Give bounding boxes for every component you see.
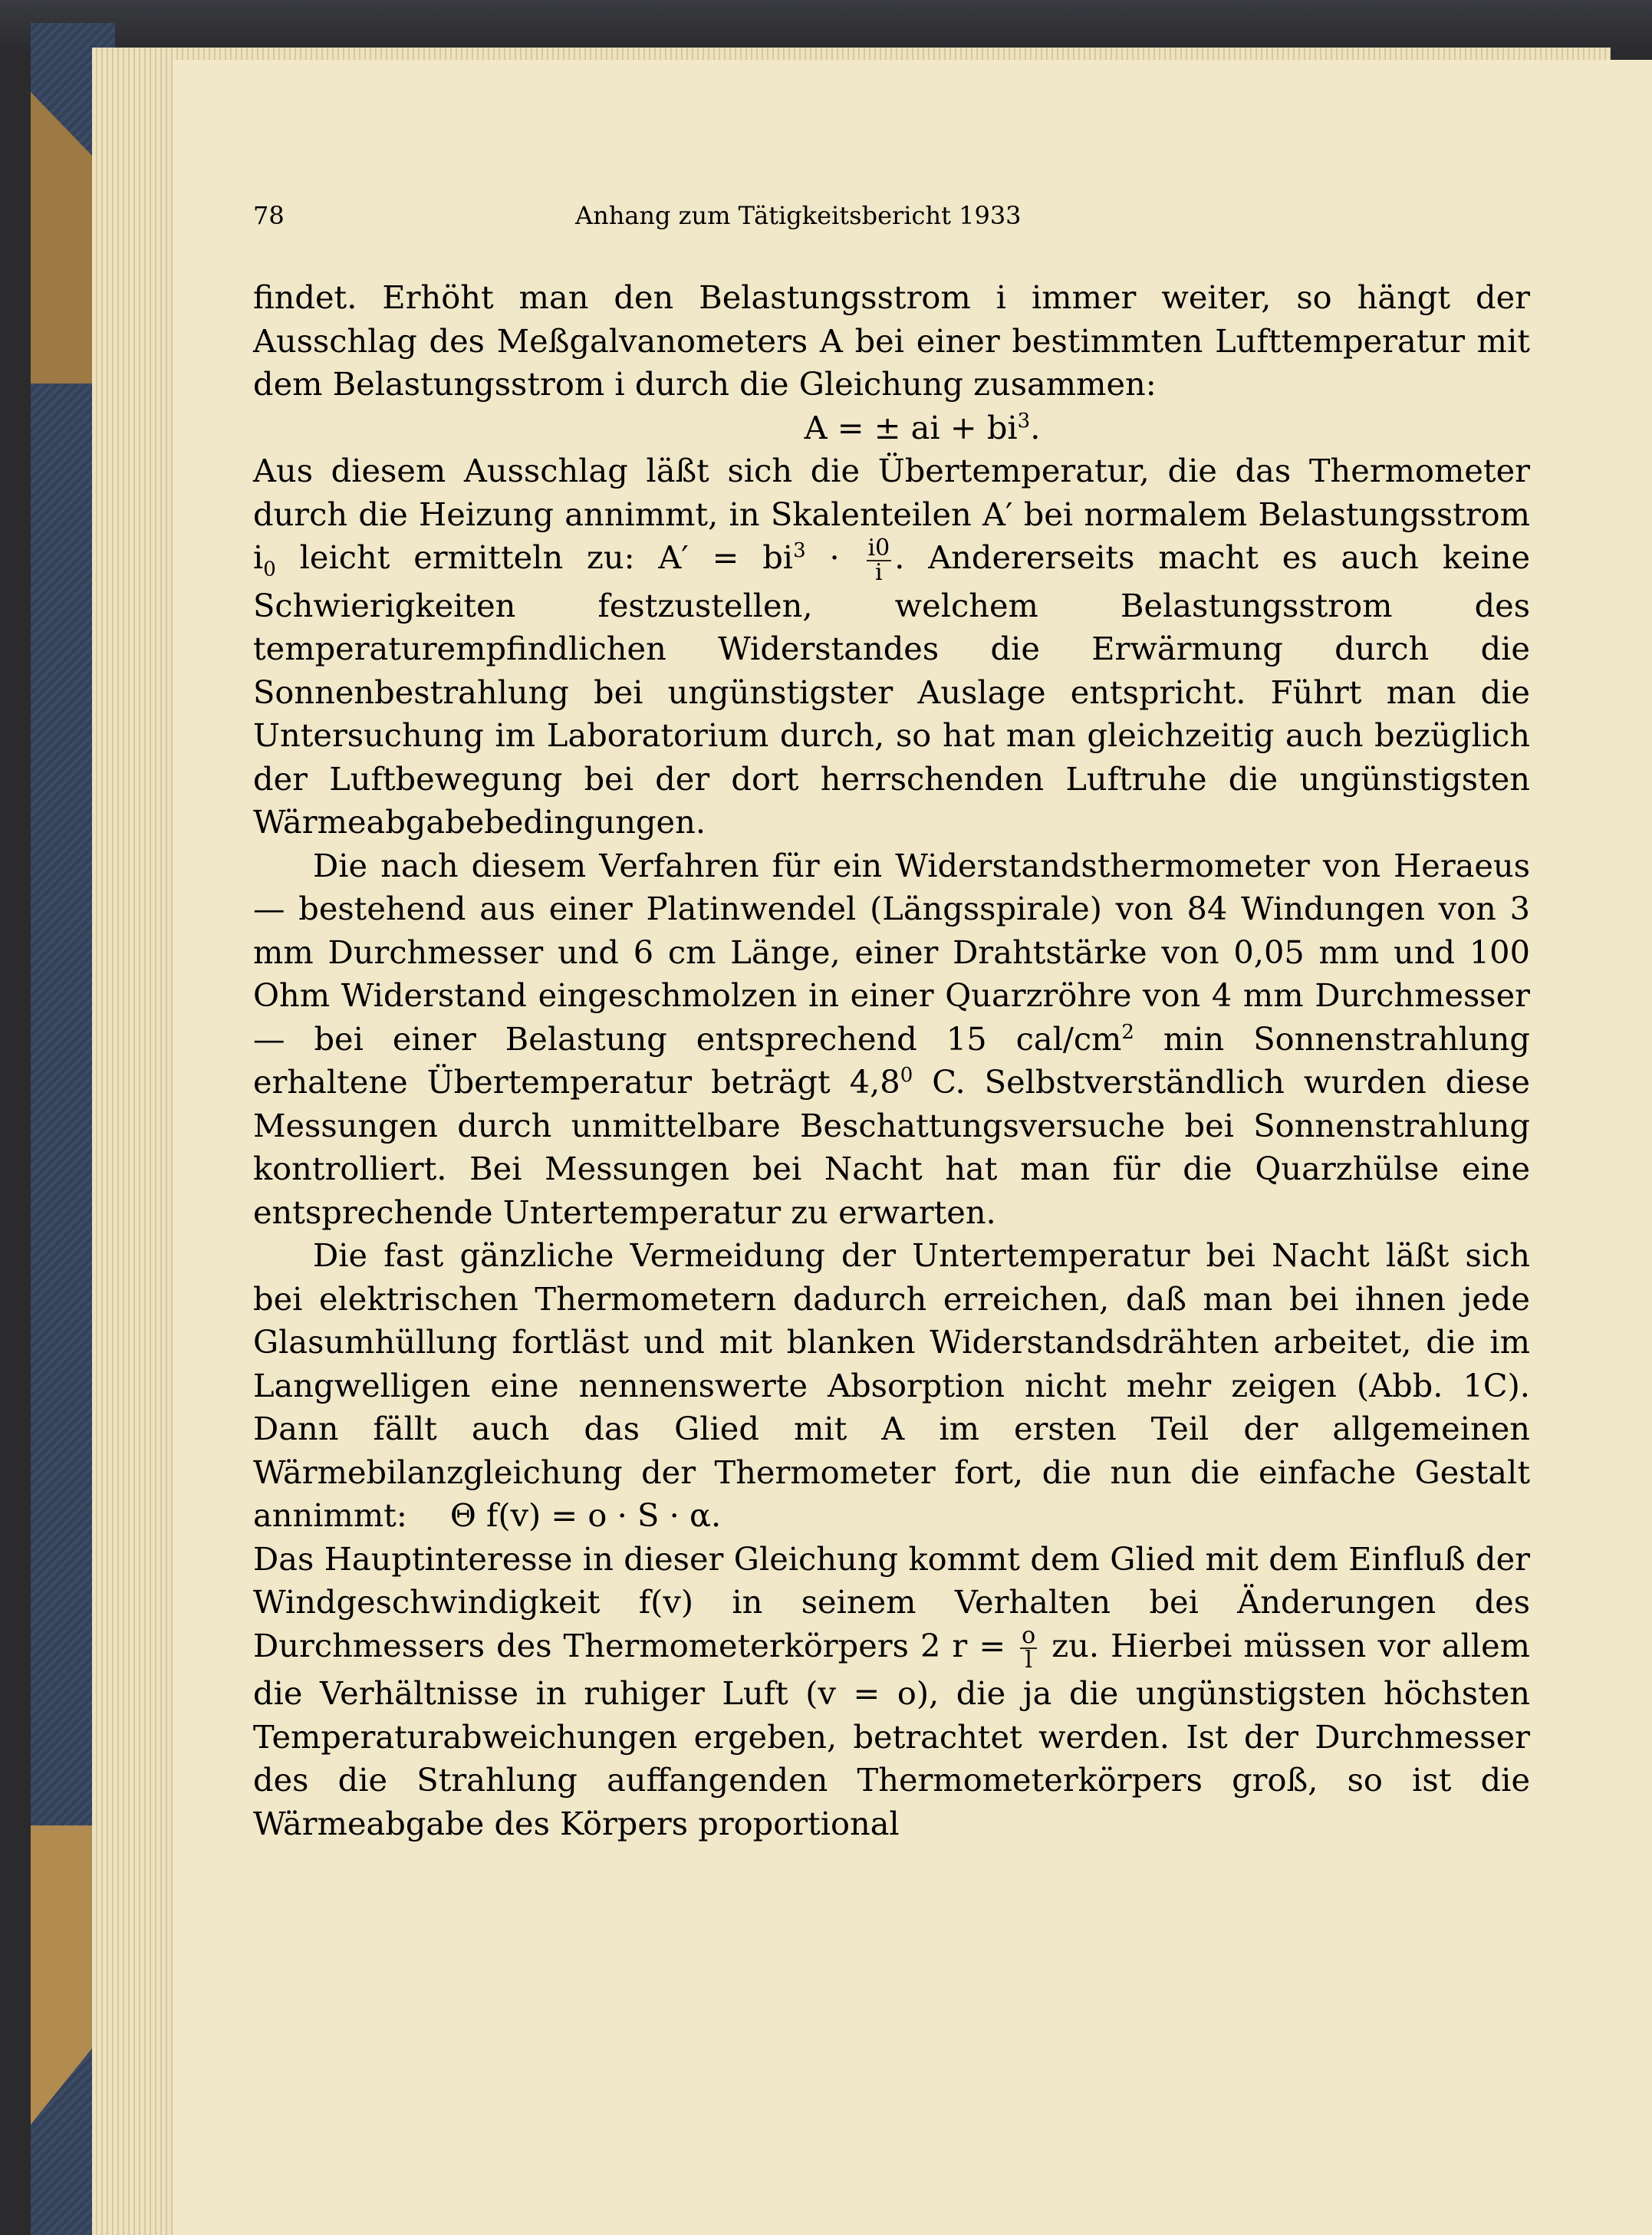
- paragraph-5: Das Hauptinteresse in dieser Gleichung kommt dem Glied mit dem Einfluß der Windgeschwindigkeit f(v) in seinem Verhalten bei Änderungen des Durchmessers des Thermometerkörpers 2 r = $\frac{o}{l}$ zu. Hierbei müssen vor allem die Verhältnisse in ruhiger Luft (v = o), die ja die ungünstigsten höchsten Temperaturabweichungen ergeben, betrachtet werden. Ist der Durchmesser des die Strahlung auffangenden Thermometerkörpers groß, so ist die Wärmeabgabe des Körpers proportional: [253, 1539, 1530, 1842]
- running-title: Anhang zum Tätigkeitsbericht 1933: [575, 201, 1022, 230]
- body-text: [253, 276, 1530, 1845]
- equation-1: A = ± ai + $bi^3$.: [804, 408, 1041, 446]
- paragraph-2: Aus diesem Ausschlag läßt sich die Übertemperatur, die das Thermometer durch die Heizung annimmt, in Skalenteilen A′ bei normalem Belastungsstrom $i_0$ leicht ermitteln zu: $A' = bi^3$ · $\frac{i0}{i}$ . Andererseits macht es auch keine Schwierigkeiten festzustellen, welchem Belastungsstrom des temperaturempfindlichen Widerstandes die Erwärmung durch die Sonnenbestrahlung bei ungünstigster Auslage entspricht. Führt man die Untersuchung im Laboratorium durch, so hat man gleichzeitig auch bezüglich der Luftbewegung bei der dort herrschenden Luftruhe die ungünstigsten Wärmeabgabebedingungen.: [253, 452, 1531, 841]
- fraction-o-over-l: $\frac{o}{l}$: [1022, 1622, 1036, 1674]
- paragraph-4: Die fast gänzliche Vermeidung der Untertemperatur bei Nacht läßt sich bei elektrischen Thermometern dadurch erreichen, daß man bei ihnen jede Glasumhüllung fortläst und mit blanken Widerstandsdrähten arbeitet, die im Langwelligen eine nennenswerte Absorption nicht mehr zeigen (Abb. 1C). Dann fällt auch das Glied mit A im ersten Teil der allgemeinen Wärmebilanzgleichung der Thermometer fort, die nun die einfache Gestalt annimmt: Θ f(v) = o · S · α.: [253, 1236, 1530, 1534]
- paragraph-3: Die nach diesem Verfahren für ein Widerstandsthermometer von Heraeus — bestehend aus einer Platinwendel (Längsspirale) von 84 Windungen von 3 mm Durchmesser und 6 cm Länge, einer Drahtstärke von 0,05 mm und 100 Ohm Widerstand eingeschmolzen in einer Quarzröhre von 4 mm Durchmesser — bei einer Belastung entsprechend 15 cal/$cm^2$ min Sonnenstrahlung erhaltene Übertemperatur beträgt $4,8^0$ C. Selbstverständlich wurden diese Messungen durch unmittelbare Beschattungsversuche bei Sonnenstrahlung kontrolliert. Bei Messungen bei Nacht hat man für die Quarzhülse eine entsprechende Untertemperatur zu erwarten.: [253, 846, 1530, 1231]
- book-cover-top: [0, 0, 1652, 54]
- fraction-i0-over-i: $\frac{i0}{i}$: [867, 534, 890, 586]
- equation-2: Θ f(v) = o · S · α.: [449, 1496, 722, 1534]
- page-header: [253, 201, 1250, 247]
- paragraph-1: findet. Erhöht man den Belastungsstrom i immer weiter, so hängt der Ausschlag des Meßgalvanometers A bei einer bestimmten Lufttemperatur mit dem Belastungsstrom i durch die Gleichung zusammen:: [253, 278, 1530, 403]
- page-number: 78: [253, 201, 285, 230]
